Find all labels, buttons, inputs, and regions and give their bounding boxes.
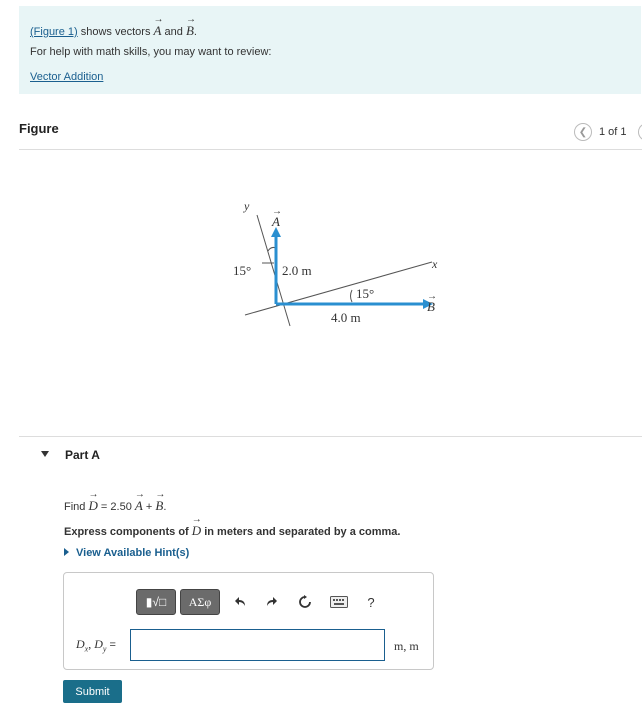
y-axis-label: y <box>244 199 250 213</box>
templates-button[interactable] <box>136 589 176 615</box>
and-text: and <box>164 26 183 38</box>
label-equals: = <box>109 639 116 651</box>
vector-b-term: → B <box>155 496 163 514</box>
vector-diagram <box>0 150 642 430</box>
undo-icon[interactable] <box>232 593 250 611</box>
answer-box <box>63 572 434 670</box>
shows-text: shows vectors <box>80 26 151 38</box>
label-dy-sub: y <box>102 644 107 654</box>
length-b-label: 4.0 m <box>331 310 361 325</box>
redo-icon[interactable] <box>262 593 280 611</box>
label-dy: D <box>94 637 103 651</box>
help-icon[interactable]: ? <box>367 594 375 610</box>
keyboard-icon[interactable] <box>330 593 348 611</box>
caret-right-icon <box>64 548 69 556</box>
vector-a-term: → A <box>135 496 143 514</box>
figure-link[interactable]: (Figure 1) <box>30 26 78 38</box>
view-hints-link[interactable] <box>64 547 189 559</box>
label-dx: D <box>76 637 85 651</box>
part-title: Part A <box>65 448 100 462</box>
vector-d-symbol: → D <box>88 496 97 514</box>
label-dx-sub: x <box>84 644 89 654</box>
info-box <box>19 6 641 94</box>
x-axis-label: x <box>432 257 438 271</box>
symbols-button[interactable] <box>180 589 220 615</box>
find-period: . <box>163 501 167 513</box>
vector-b-label: B <box>427 299 435 314</box>
caret-down-icon <box>41 451 49 457</box>
submit-button[interactable]: Submit <box>63 680 122 703</box>
find-prefix: Find <box>64 501 86 513</box>
figure-title: Figure <box>19 121 59 136</box>
vector-addition-link[interactable]: Vector Addition <box>30 71 104 83</box>
express-line <box>64 521 400 539</box>
vector-b-label-arrow: → <box>427 291 437 302</box>
answer-input[interactable] <box>130 629 385 661</box>
templates-label: ▮√□ <box>145 595 167 609</box>
angle-b-label: 15° <box>356 286 375 301</box>
equals-sign: = <box>100 501 108 513</box>
period: . <box>193 26 197 38</box>
vector-a-label-arrow: → <box>272 206 282 217</box>
intro-line <box>30 21 197 39</box>
angle-arc-b <box>351 290 353 302</box>
vector-a-symbol: → A <box>154 21 162 39</box>
pager-text: 1 of 1 <box>599 126 627 138</box>
vector-b-symbol: → B <box>186 21 194 39</box>
chevron-right-icon[interactable] <box>638 123 642 141</box>
figure-pager <box>574 123 627 141</box>
vector-d-symbol-2: → D <box>192 521 201 539</box>
vector-a-label: A <box>272 214 280 229</box>
express-suffix: in meters and separated by a comma. <box>204 526 401 538</box>
unit-label: m, m <box>394 639 419 653</box>
length-a-label: 2.0 m <box>282 263 312 278</box>
express-prefix: Express components of <box>64 526 189 538</box>
symbols-label: ΑΣφ <box>188 594 212 609</box>
reset-icon[interactable] <box>296 593 314 611</box>
chevron-left-icon[interactable]: ❮ <box>574 123 592 141</box>
hint-text: View Available Hint(s) <box>76 547 190 559</box>
label-comma: , <box>88 637 92 651</box>
answer-label <box>76 637 116 653</box>
angle-a-label: 15° <box>233 263 252 278</box>
plus-sign: + <box>145 501 153 513</box>
coefficient: 2.50 <box>110 501 132 513</box>
part-a-header[interactable] <box>19 436 642 476</box>
help-text: For help with math skills, you may want to review: <box>30 46 272 58</box>
find-line <box>64 496 166 514</box>
